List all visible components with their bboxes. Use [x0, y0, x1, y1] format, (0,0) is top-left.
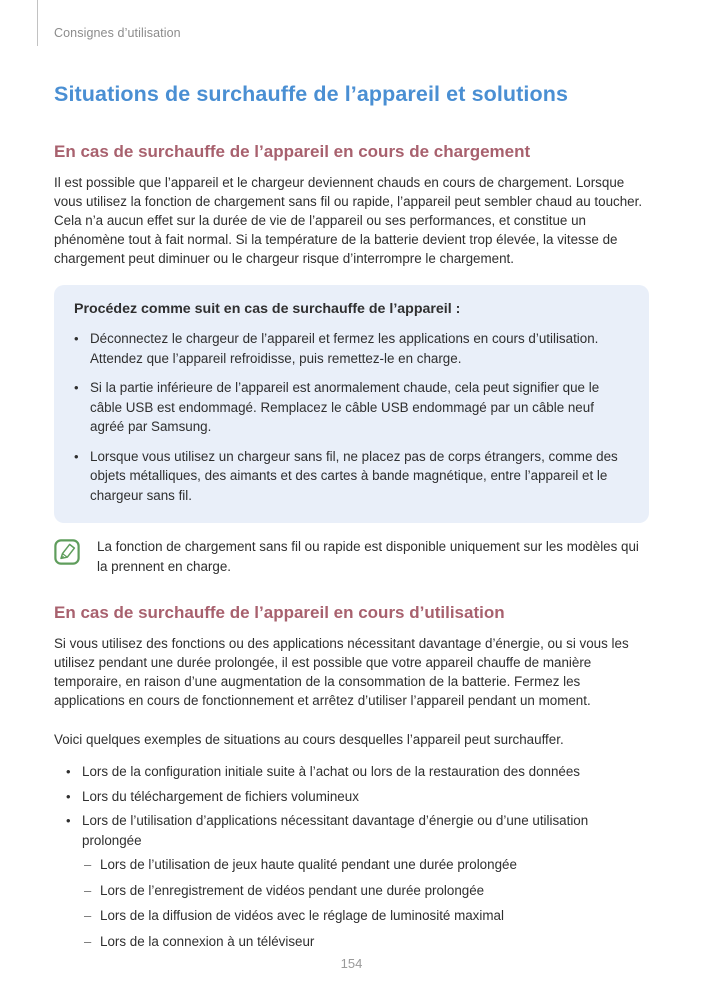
bullet-marker: • [74, 331, 79, 346]
sub-list-item [54, 855, 649, 875]
overheat-procedure-box [54, 285, 649, 523]
list-item-text: Si la partie inférieure de l’appareil est anormalement chaude, cela peut signifier que le câble USB est endommagé. Remplacez le câble USB endommagé par un câble neuf agréé par Samsung. [90, 380, 600, 434]
list-item [74, 378, 629, 437]
sub-list-item [54, 932, 649, 952]
list-item [54, 762, 649, 782]
info-box-bullet-list [74, 329, 629, 505]
note-text: La fonction de chargement sans fil ou rapide est disponible uniquement sur les modèles qui la prennent en charge. [97, 539, 639, 574]
chapter-header: Consignes d’utilisation [54, 26, 181, 40]
list-item-text: Lorsque vous utilisez un chargeur sans fil, ne placez pas de corps étrangers, comme des objets métalliques, des aimants et des cartes à bande magnétique, entre l’appareil et le chargeur sans fil. [90, 448, 618, 503]
dash-marker: – [84, 882, 92, 898]
list-item-text: Lors de l’enregistrement de vidéos pendant une durée prolongée [100, 882, 485, 898]
pencil-note-icon [54, 539, 80, 570]
list-item-text: Lors de la connexion à un téléviseur [100, 933, 315, 949]
list-item-text: Lors de l’utilisation de jeux haute qualité pendant une durée prolongée [100, 857, 517, 872]
list-item-text: Lors de la diffusion de vidéos avec le réglage de luminosité maximal [100, 908, 504, 923]
list-item-text: Lors de la configuration initiale suite à l’achat ou lors de la restauration des données [82, 764, 580, 779]
page-content [54, 0, 649, 957]
charging-paragraph: Il est possible que l’appareil et le chargeur deviennent chauds en cours de chargement. Lorsque vous utilisez la fonction de chargement sans fil ou rapide, l’appareil peut sembler chaud au toucher. Cela n’a aucun effet sur la durée de vie de l’appareil ou ses performances, et constitue un phénomène tout à fait normal. Si la température de la batterie devient trop élevée, la vitesse de chargement peut diminuer ou le chargeur risque d’interrompre le chargement. [54, 175, 643, 266]
list-item [74, 329, 629, 368]
bullet-marker: • [66, 764, 71, 779]
sub-list-item [54, 906, 649, 926]
dash-marker: – [84, 933, 92, 949]
list-item-text: Lors du téléchargement de fichiers volumineux [82, 788, 359, 804]
page-number: 154 [340, 956, 363, 971]
bullet-marker: • [66, 813, 71, 828]
section-heading-usage: En cas de surchauffe de l’appareil en cours d’utilisation [54, 603, 505, 622]
list-item-text: Lors de l’utilisation d’applications nécessitant davantage d’énergie ou d’une utilisation prolongée [82, 813, 589, 848]
sub-list-item [54, 881, 649, 901]
section-heading-charging: En cas de surchauffe de l’appareil en cours de chargement [54, 142, 531, 161]
bullet-marker: • [74, 380, 79, 395]
dash-marker: – [84, 857, 92, 872]
usage-paragraph: Si vous utilisez des fonctions ou des applications nécessitant davantage d’énergie, ou si vous les utilisez pendant une durée prolongée, il est possible que votre appareil chauffe de manière temporaire, en raison d’une augmentation de la consommation de la batterie. Fermez les applications en cours de fonctionnement et arrêtez d’utiliser l’appareil pendant un moment. [54, 636, 629, 708]
bullet-marker: • [74, 448, 79, 464]
examples-intro: Voici quelques exemples de situations au cours desquelles l’appareil peut surchauffer. [54, 732, 564, 747]
list-item [54, 787, 649, 807]
list-item [54, 811, 649, 850]
info-box-title: Procédez comme suit en cas de surchauffe de l’appareil : [74, 301, 461, 317]
header-divider-line [37, 0, 38, 46]
examples-bullet-list [54, 762, 649, 850]
dash-marker: – [84, 908, 92, 923]
list-item-text: Déconnectez le chargeur de l’appareil et fermez les applications en cours d’utilisation. Attendez que l’appareil refroidisse, puis remettez-le en charge. [90, 331, 599, 366]
page-title: Situations de surchauffe de l’appareil et solutions [54, 82, 569, 106]
bullet-marker: • [66, 788, 71, 804]
list-item [74, 447, 629, 506]
note-block [54, 537, 649, 576]
examples-sub-list [54, 855, 649, 951]
